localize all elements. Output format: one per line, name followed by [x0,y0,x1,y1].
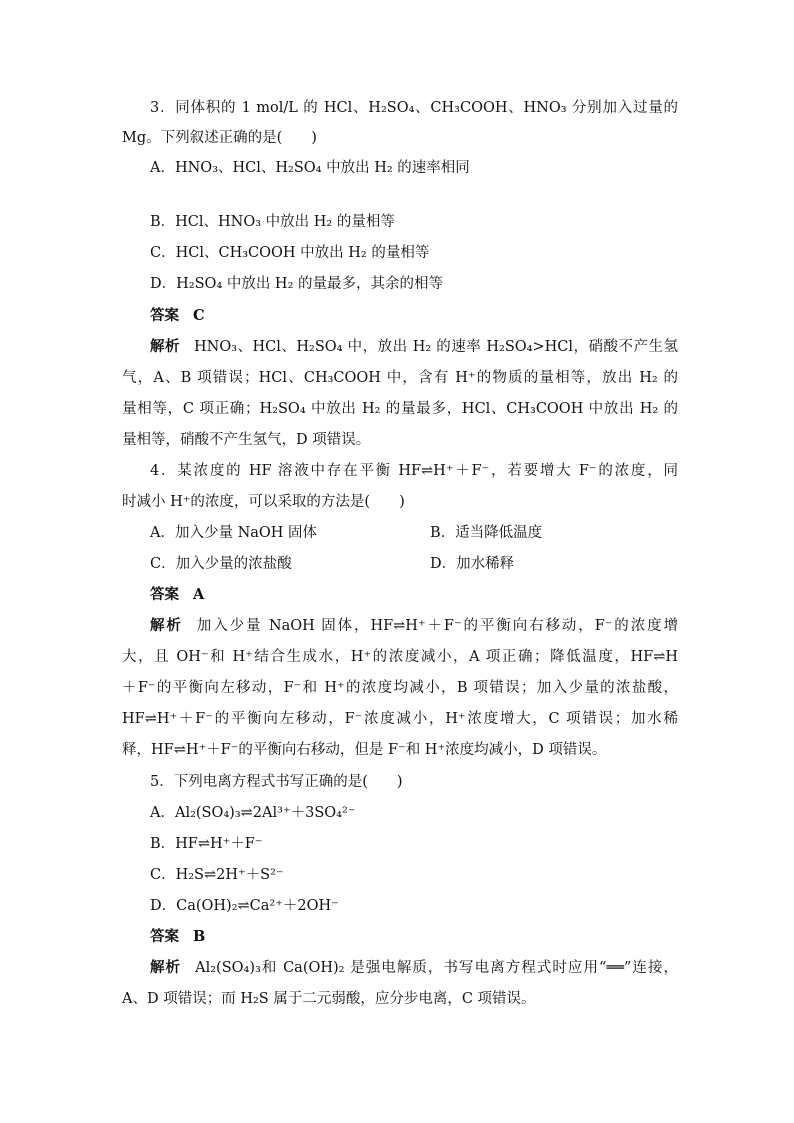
analysis-text: HNO₃、HCl、H₂SO₄ 中，放出 H₂ 的速率 H₂SO₄>HCl，硝酸不产生氢 [194,339,678,355]
answer-value: C [193,307,205,324]
q4-analysis-line-2: 大，且 OH⁻和 H⁺结合生成水，H⁺的浓度减小，A 项正确；降低温度，HF⇌H [122,649,678,665]
q4-analysis-line-4: HF⇌H⁺＋F⁻的平衡向左移动，F⁻浓度减小，H⁺浓度增大，C 项错误；加水稀 [122,711,678,727]
q4-option-a: A．加入少量 NaOH 固体 [150,525,318,541]
q4-option-b: B．适当降低温度 [430,525,543,541]
answer-label: 答案 [150,308,179,324]
q5-analysis-line-2: A、D 项错误；而 H₂S 属于二元弱酸，应分步电离，C 项错误。 [122,991,536,1007]
analysis-label: 解析 [150,339,180,355]
q3-analysis-line-4: 量相等，硝酸不产生氢气，D 项错误。 [122,432,371,448]
answer-value: B [193,928,206,945]
q3-option-d: D．H₂SO₄ 中放出 H₂ 的量最多，其余的相等 [150,276,444,292]
answer-value: A [193,586,205,603]
q3-answer [150,306,706,326]
q3-analysis-line-2: 气，A、B 项错误；HCl、CH₃COOH 中，含有 H⁺的物质的量相等，放出 H₂ 的 [122,370,678,386]
analysis-text: 加入少量 NaOH 固体，HF⇌H⁺＋F⁻的平衡向右移动，F⁻的浓度增 [196,618,678,634]
q4-option-c: C．加入少量的浓盐酸 [150,556,292,572]
analysis-text: Al₂(SO₄)₃和 Ca(OH)₂ 是强电解质，书写电离方程式时应用“══”连接， [195,960,679,976]
q4-option-d: D．加水稀释 [430,556,515,572]
q3-stem-line-1: 3．同体积的 1 mol/L 的 HCl、H₂SO₄、CH₃COOH、HNO₃ 分别加入过量的 [150,100,678,116]
q5-answer [150,927,706,947]
q3-stem-line-2: Mg。下列叙述正确的是( ) [122,130,317,146]
q3-analysis-line-3: 量相等，C 项正确；H₂SO₄ 中放出 H₂ 的量最多，HCl、CH₃COOH 中放出 H₂ 的 [122,401,678,417]
q3-option-c: C．HCl、CH₃COOH 中放出 H₂ 的量相等 [150,245,430,261]
q3-analysis-line-1 [150,337,678,357]
q4-answer [150,585,706,605]
q3-option-b: B．HCl、HNO₃ 中放出 H₂ 的量相等 [150,214,395,230]
answer-label: 答案 [150,587,179,603]
answer-label: 答案 [150,929,179,945]
q5-option-a: A．Al₂(SO₄)₃⇌2Al³⁺＋3SO₄²⁻ [150,805,356,821]
q5-stem: 5．下列电离方程式书写正确的是( ) [150,774,403,790]
q5-analysis-line-1 [150,958,678,978]
analysis-label: 解析 [150,960,182,976]
q4-stem-line-1: 4．某浓度的 HF 溶液中存在平衡 HF⇌H⁺＋F⁻，若要增大 F⁻的浓度，同 [150,463,678,479]
q4-analysis-line-1 [150,616,678,636]
q5-option-c: C．H₂S⇌2H⁺＋S²⁻ [150,867,284,883]
q4-analysis-line-5: 释，HF⇌H⁺＋F⁻的平衡向右移动，但是 F⁻和 H⁺浓度均减小，D 项错误。 [122,742,607,758]
q3-option-a: A．HNO₃、HCl、H₂SO₄ 中放出 H₂ 的速率相同 [150,160,470,176]
q4-stem-line-2: 时减小 H⁺的浓度，可以采取的方法是( ) [122,494,405,510]
q4-analysis-line-3: ＋F⁻的平衡向左移动，F⁻和 H⁺的浓度均减小，B 项错误；加入少量的浓盐酸， [122,680,678,696]
analysis-label: 解析 [150,618,183,634]
q5-option-d: D．Ca(OH)₂⇌Ca²⁺＋2OH⁻ [150,898,339,914]
q5-option-b: B．HF⇌H⁺＋F⁻ [150,836,263,852]
